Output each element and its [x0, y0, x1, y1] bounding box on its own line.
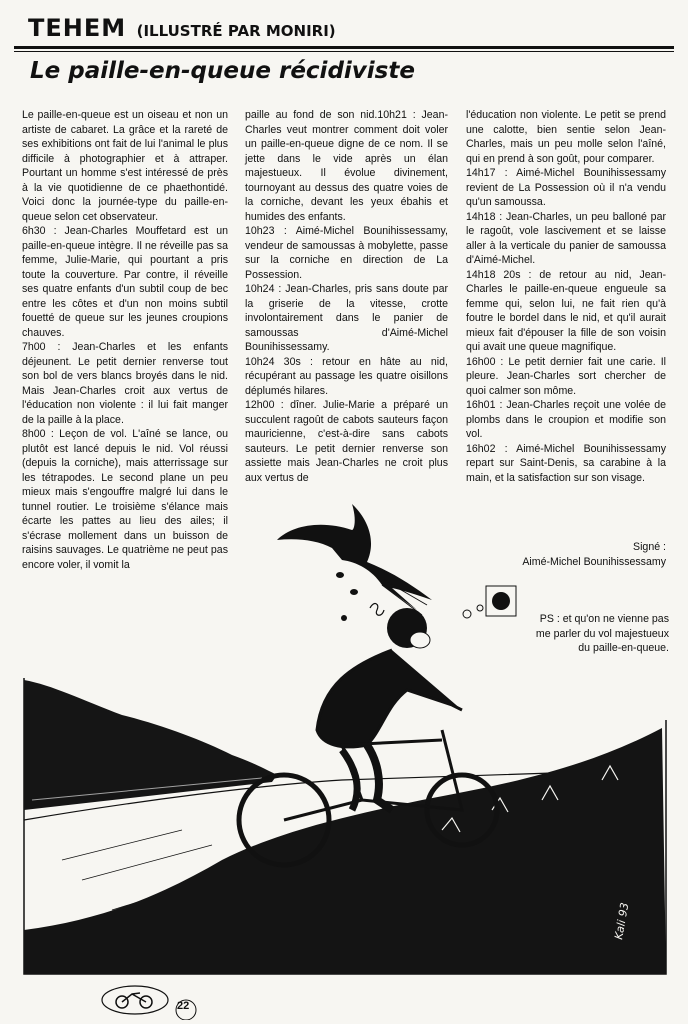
article-title: Le paille-en-queue récidiviste — [30, 58, 415, 84]
entry-12h00: 12h00 : dîner. Julie-Marie a préparé un succulent ragoût de cabots sauteurs façon mauricienne, c'est-à-dire sans cabots sauteurs. Le petit dernier renverse son assiette mais Jean-Charles ne croit plus aux vertus de — [245, 399, 448, 484]
entry-14h17: 14h17 : Aimé-Michel Bounihissessamy revient de La Possession où il n'a vendu qu'un samoussa. — [466, 167, 666, 208]
entry-10h21: paille au fond de son nid.10h21 : Jean-Charles veut montrer comment doit voler un paille-en-queue digne de ce nom. Il se jette dans le vide après un élan majestueux. Il évolue divinement, tournoyant au dessus des quatre voies de la corniche, devant les yeux ébahis et humides des enfants. — [245, 109, 448, 223]
signature-name: Aimé-Michel Bounihissessamy — [522, 556, 666, 568]
artist-signature: Kali 93 — [612, 901, 632, 941]
entry-continuation: l'éducation non violente. Le petit se prend une calotte, bien sentie selon Jean-Charles, mais un peu molle selon l'aîné, qui en prend à son goût, pour comparer. — [466, 109, 666, 165]
entry-16h02: 16h02 : Aimé-Michel Bounihissessamy repart sur Saint-Denis, sa carabine à la main, et la satisfaction sur son visage. — [466, 442, 666, 484]
header-rule-thin — [14, 51, 674, 52]
entry-14h18: 14h18 : Jean-Charles, un peu balloné par le ragoût, vole lascivement et se laisse aller à la verticale du panier de samoussa d'Aimé-Michel. — [466, 210, 666, 266]
article-intro: Le paille-en-queue est un oiseau et non un artiste de cabaret. La grâce et la rareté de ses exhibitions ont fait de lui l'animal le plus difficile à photographier et à attraper. Pourtant un homme s'est intéressé de près à la vie quotidienne de ce phaethontidé. Voici donc la journée-type du paille-en-queue selon cet observateur. — [22, 109, 228, 223]
author-name: TEHEM — [28, 14, 127, 42]
entry-14h18-20s: 14h18 20s : de retour au nid, Jean-Charles le paille-en-queue engueule sa femme qui, selon lui, ne fait rien qu'à foutre le bordel dans le nid, et qu'il aurait mieux fait d'épouser la fille de son voisin qui avait une queue magnifique. — [466, 268, 666, 353]
hill-silhouette — [24, 680, 277, 810]
entry-10h24-30s: 10h24 30s : retour en hâte au nid, récupérant au passage les quatre oisillons déplumés hilares. — [245, 355, 448, 397]
entry-10h23: 10h23 : Aimé-Michel Bounihissessamy, vendeur de samoussas à mobylette, passe sur la corniche en direction de La Possession. — [245, 225, 448, 281]
illustrator-credit: (ILLUSTRÉ PAR MONIRI) — [136, 22, 336, 40]
postscript: PS : et qu'on ne vienne pas me parler du vol majestueux du paille-en-queue. — [535, 613, 669, 654]
cyclist-illustration — [22, 500, 668, 978]
entry-16h01: 16h01 : Jean-Charles reçoit une volée de plombs dans le croupion et modifie son vol. — [466, 399, 666, 440]
entry-8h00: 8h00 : Leçon de vol. L'aîné se lance, ou plutôt est lancé depuis le nid. Vol réussi (depuis la corniche), mais atterrissage sur les tétrapodes. Le second plane un peu mieux mais s'engouffre malgré lui dans le tunnel routier. Le troisième s'élance mais écarte les pattes au lieu des ailes; il s'écrase mollement dans un buisson de raisins sauvages. Le quatrième ne peut pas encore voler, il vomit la — [22, 428, 228, 571]
signature-label: Signé : — [633, 541, 666, 553]
column-3 — [466, 108, 666, 485]
bird-drawing — [277, 504, 432, 615]
entry-6h30: 6h30 : Jean-Charles Mouffetard est un paille-en-queue intègre. Il ne réveille pas sa femme, Julie-Marie, qui pourtant a pris toute la couverture. Par contre, il réveille ses quatre enfants d'un subtil coup de bec entre les côtes et d'un non moins subtil fouetté de queue sur les jeunes croupions chauves. — [22, 225, 228, 339]
entry-10h24: 10h24 : Jean-Charles, pris sans doute par la griserie de la vitesse, crotte involontairement dans le panier de samoussas d'Aimé-Michel Bounihissessamy. — [245, 283, 448, 353]
bicycle-logo — [100, 980, 220, 1020]
column-2 — [245, 108, 448, 485]
entry-7h00: 7h00 : Jean-Charles et les enfants déjeunent. Le petit dernier renverse tout son bol de vers blancs broyés dans le nid. Mais Jean-Charles croit aux vertus de l'éducation non violente : il lui fait manger de la paille à la place. — [22, 341, 228, 426]
falling-droppings — [336, 572, 358, 621]
page-header — [28, 14, 668, 44]
page-number: 22 — [177, 1000, 190, 1012]
header-rule-thick — [14, 46, 674, 49]
entry-16h00: 16h00 : Le petit dernier fait une carie. Il pleure. Jean-Charles sort chercher de quoi calmer son môme. — [466, 355, 666, 397]
thought-bubble — [463, 586, 516, 618]
